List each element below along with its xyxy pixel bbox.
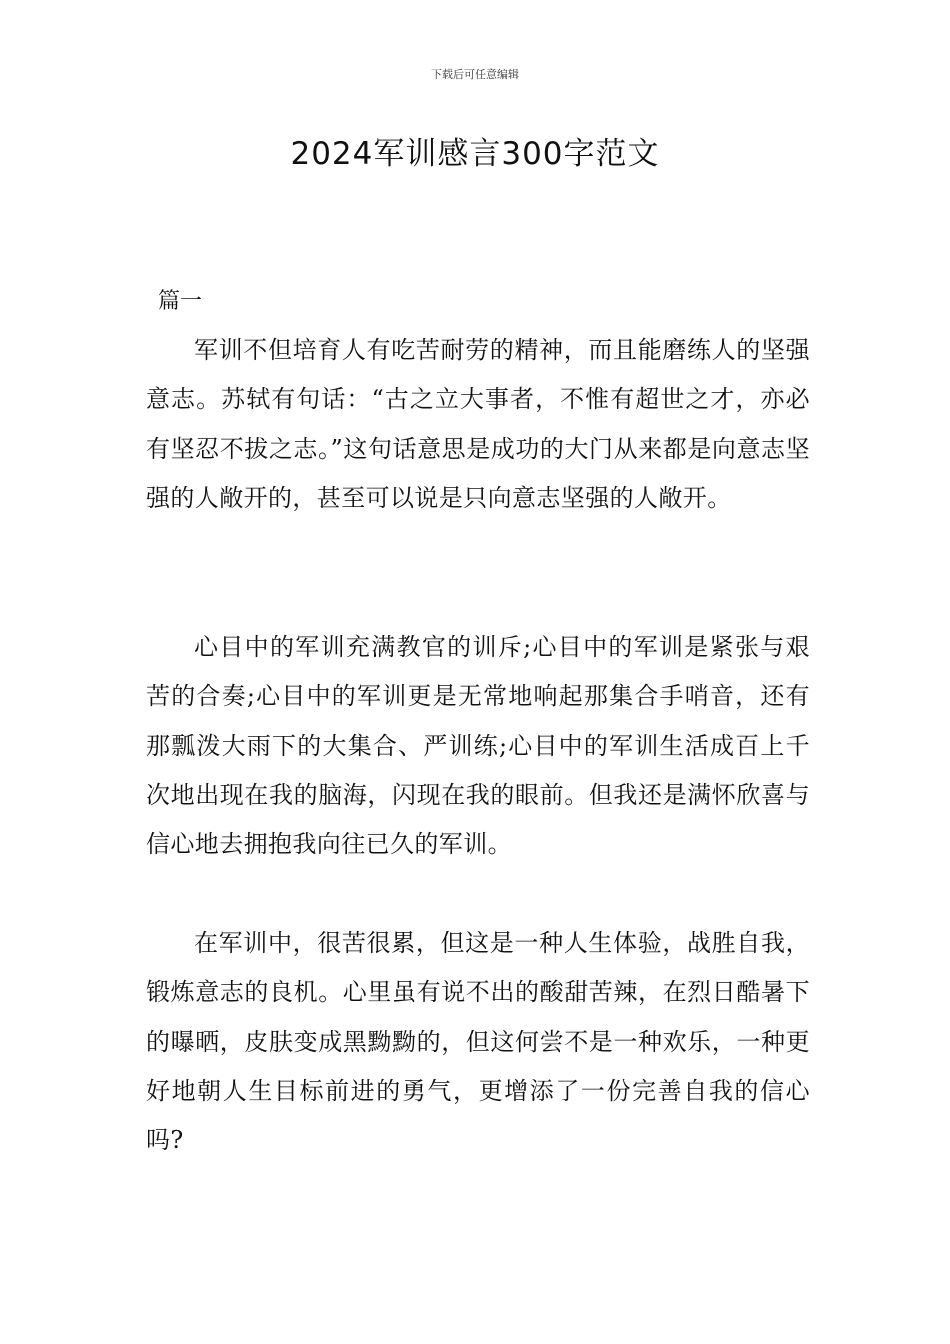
paragraph-2: 心目中的军训充满教官的训斥;心目中的军训是紧张与艰苦的合奏;心目中的军训更是无常地响起那集合手哨音，还有那瓢泼大雨下的大集合、严训练;心目中的军训生活成百上千次地出现在我的脑海，闪现在我的眼前。但我还是满怀欣喜与信心地去拥抱我向往已久的军训。	[146, 633, 810, 859]
section-label: 篇一	[158, 289, 203, 314]
paragraph-1: 军训不但培育人有吃苦耐劳的精神，而且能磨练人的坚强意志。苏轼有句话：“古之立大事者，不惟有超世之才，亦必有坚忍不拔之志。”这句话意思是成功的大门从来都是向意志坚强的人敞开的，甚至可以说是只向意志坚强的人敞开。	[146, 336, 810, 512]
header-note: 下载后可任意编辑	[431, 68, 519, 81]
document-title: 2024军训感言300字范文	[290, 136, 660, 172]
paragraph-3: 在军训中，很苦很累，但这是一种人生体验，战胜自我，锻炼意志的良机。心里虽有说不出的酸甜苦辣，在烈日酷暑下的曝晒，皮肤变成黑黝黝的，但这何尝不是一种欢乐，一种更好地朝人生目标前进的勇气，更增添了一份完善自我的信心吗?	[146, 929, 810, 1155]
